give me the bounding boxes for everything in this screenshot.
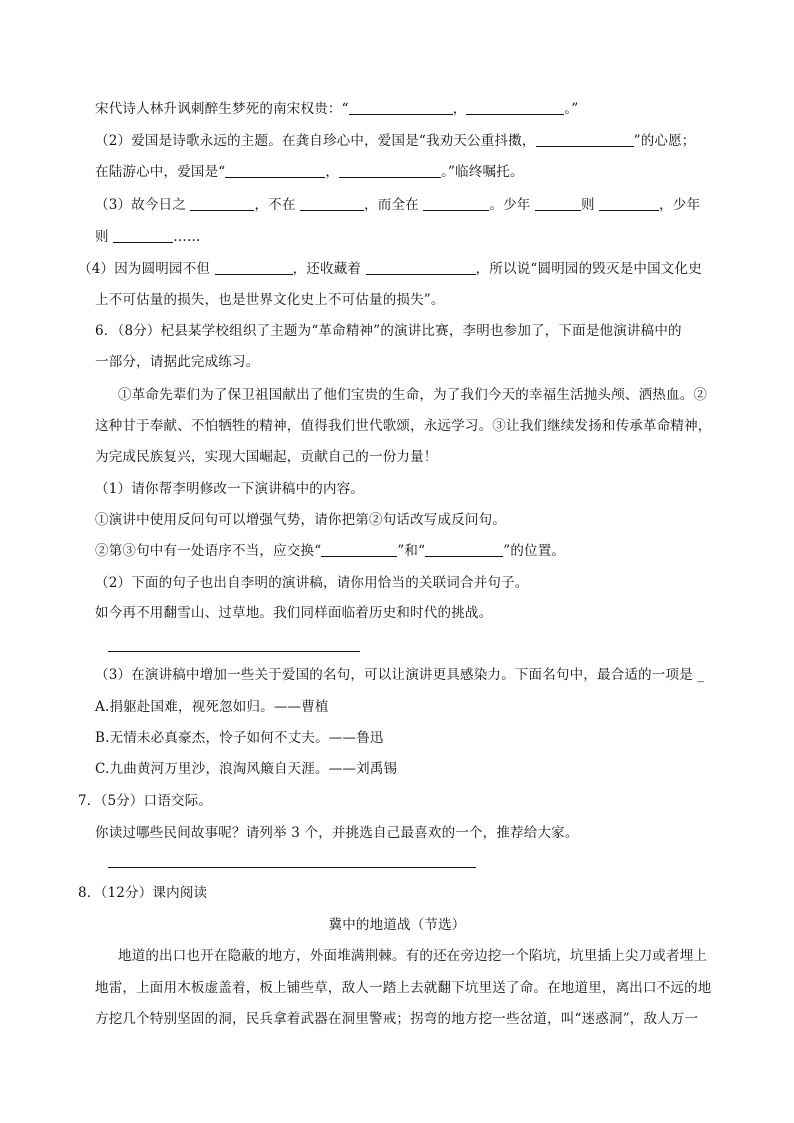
subquestion-3: （3）在演讲稿中增加一些关于爱国的名句，可以让演讲更具感染力。下面名句中，最合适的一项是 _	[95, 667, 705, 683]
text: （4）因为圆明园不但	[78, 261, 215, 277]
answer-blank[interactable]	[366, 260, 476, 275]
answer-blank[interactable]	[225, 163, 325, 178]
reading-line-3: 方挖几个特别坚固的洞，民兵拿着武器在洞里警戒；拐弯的地方挖一些岔道，叫“迷惑洞”，敌人万一	[95, 1011, 699, 1027]
text: ”和“	[397, 543, 426, 559]
answer-blank[interactable]	[113, 228, 173, 243]
poem-line-2	[95, 130, 794, 152]
answer-blank[interactable]	[215, 260, 293, 275]
text: ”的位置。	[503, 543, 566, 559]
answer-blank[interactable]	[466, 100, 564, 115]
poem-line-5	[95, 226, 794, 248]
subquestion-1: （1）请你帮李明修改一下演讲稿中的内容。	[95, 481, 365, 497]
poem-line-7: 上不可估量的损失，也是世界文化史上不可估量的损失”。	[95, 292, 445, 308]
reading-line-1: 地道的出口也开在隐蔽的地方，外面堆满荆棘。有的还在旁边挖一个陷坑，坑里插上尖刀或者埋上	[118, 948, 708, 964]
speech-paragraph-line-2: 这种甘于奉献、不怕牺牲的精神，值得我们世代歌颂，永远学习。③让我们继续发扬和传承革命精神，	[95, 418, 712, 434]
text: 在陆游心中，爱国是“	[95, 164, 226, 180]
text: ，所以说“圆明园的毁灭是中国文化史	[475, 261, 702, 277]
text: 则	[580, 197, 600, 213]
reading-line-2: 地雷，上面用木板虚盖着，板上铺些草，敌人一踏上去就翻下坑里送了命。在地道里，离出口不远的地	[95, 980, 712, 996]
answer-blank[interactable]	[425, 542, 503, 557]
speech-paragraph-line-1: ①革命先辈们为了保卫祖国献出了他们宝贵的生命，为了我们今天的幸福生活抛头颅、洒热血。②	[118, 387, 708, 403]
text: （3）故今日之	[95, 197, 191, 213]
answer-blank[interactable]	[190, 196, 254, 211]
subquestion-2: （2）下面的句子也出自李明的演讲稿，请你用恰当的关联词合并句子。	[95, 575, 529, 591]
subquestion-1a: ①演讲中使用反问句可以增强气势，请你把第②句话改写成反问句。	[95, 512, 506, 528]
answer-line[interactable]	[108, 867, 476, 868]
answer-blank[interactable]	[321, 542, 397, 557]
reading-title: 冀中的地道战（节选）	[328, 917, 466, 933]
text: 宋代诗人林升讽刺醉生梦死的南宋权贵：“	[95, 101, 349, 117]
answer-blank[interactable]	[349, 100, 453, 115]
option-c: C.九曲黄河万里沙，浪淘风簸自天涯。——刘禹锡	[95, 761, 398, 777]
question-6-header: 6．（8分）杞县某学校组织了主题为“革命精神”的演讲比赛，李明也参加了，下面是他演讲稿中的	[95, 323, 682, 339]
question-8-header: 8．（12分）课内阅读	[78, 885, 208, 901]
text: 则	[95, 229, 114, 245]
text: ，不在	[254, 197, 301, 213]
text: （2）爱国是诗歌永远的主题。在龚自珍心中，爱国是“我劝天公重抖擞，	[95, 133, 536, 149]
answer-blank[interactable]	[599, 196, 659, 211]
answer-blank[interactable]	[535, 196, 581, 211]
answer-blank[interactable]	[300, 196, 364, 211]
answer-blank[interactable]	[339, 163, 441, 178]
text: ……	[173, 229, 201, 245]
question-6-header-cont: 一部分，请据此完成练习。	[95, 354, 260, 370]
poem-line-3	[95, 161, 794, 183]
text: ，还收藏着	[292, 261, 366, 277]
option-b: B.无情未必真豪杰，怜子如何不丈夫。——鲁迅	[95, 730, 384, 746]
text: ，而全在	[364, 197, 424, 213]
speech-paragraph-line-3: 为完成民族复兴，实现大国崛起，贡献自己的一份力量！	[95, 449, 438, 465]
text: ，少年	[659, 197, 701, 213]
question-7-header: 7．（5分）口语交际。	[78, 793, 213, 809]
question-7-prompt: 你读过哪些民间故事呢？请列举 3 个，并挑选自己最喜欢的一个，推荐给大家。	[95, 825, 579, 841]
answer-blank[interactable]	[423, 196, 489, 211]
text: ，	[452, 101, 467, 117]
poem-line-4	[95, 194, 794, 216]
poem-line-6	[78, 258, 794, 280]
text: ，	[325, 164, 340, 180]
text: ②第③句中有一处语序不当，应交换“	[95, 543, 322, 559]
text: ”的心愿；	[633, 133, 696, 149]
answer-line[interactable]	[108, 651, 360, 652]
text: 。”临终嘱托。	[441, 164, 524, 180]
text: 。少年	[489, 197, 535, 213]
answer-blank[interactable]	[536, 132, 634, 147]
text: 。”	[564, 101, 579, 117]
option-a: A.捐躯赴国难，视死忽如归。——曹植	[95, 699, 329, 715]
poem-line-1	[95, 98, 794, 120]
subquestion-1b	[95, 540, 794, 562]
subquestion-2-sentence: 如今再不用翻雪山、过草地。我们同样面临着历史和时代的挑战。	[95, 605, 493, 621]
